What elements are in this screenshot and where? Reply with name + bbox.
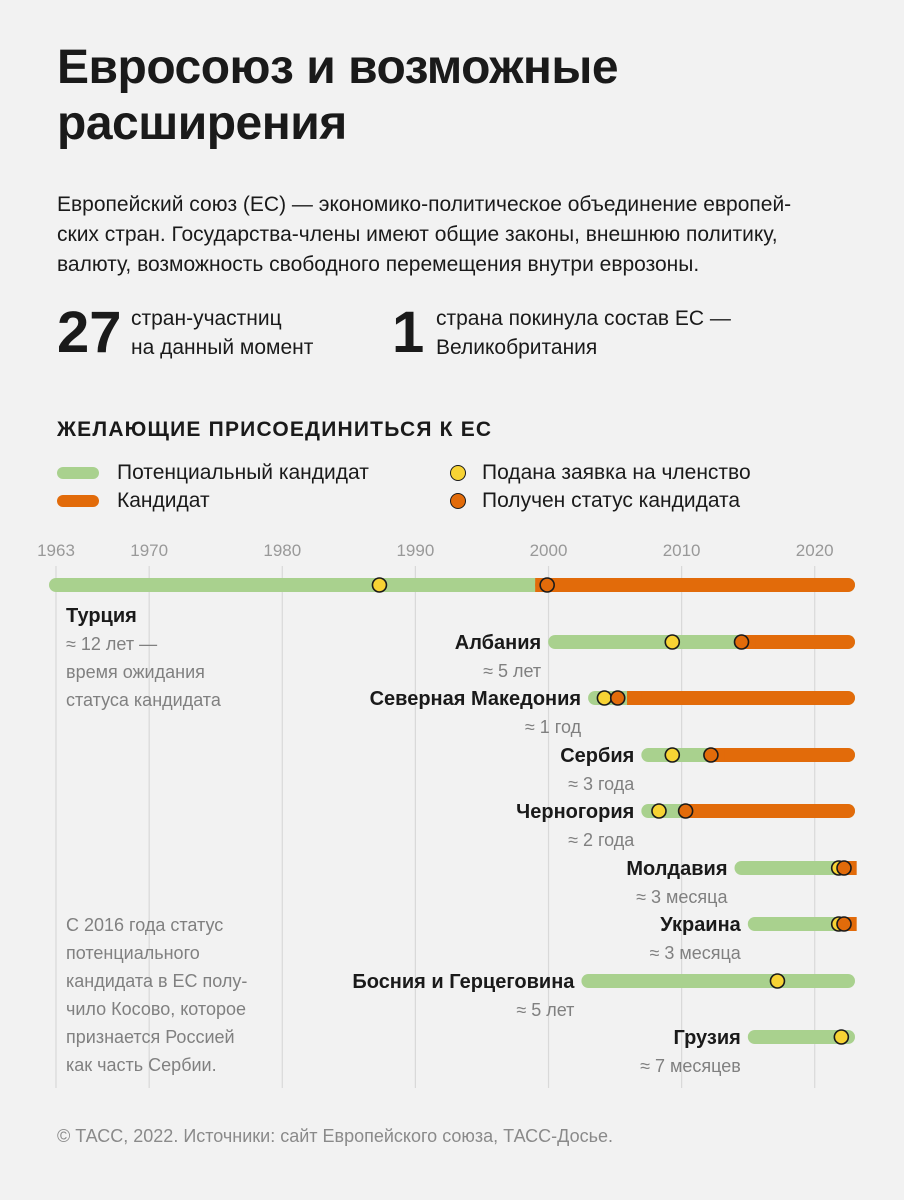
country-row: [748, 917, 857, 931]
candidate-bar: [742, 635, 855, 649]
kosovo-note-line: потенциального: [66, 943, 200, 963]
country-label: Украина: [660, 914, 741, 936]
x-tick-label: 1990: [396, 541, 435, 560]
legend-applied-dot: [450, 465, 466, 481]
country-label: Северная Македония: [369, 688, 582, 710]
country-label: Албания: [454, 632, 542, 654]
wait-label: ≈ 3 месяца: [649, 943, 741, 963]
candidate-bar: [627, 691, 855, 705]
legend-potential: [57, 459, 369, 487]
legend-applied: [450, 459, 751, 487]
status-marker: [540, 578, 554, 592]
status-marker: [704, 748, 718, 762]
wait-label: время ожидания: [66, 662, 205, 682]
intro-text: [57, 190, 847, 280]
status-marker: [611, 691, 625, 705]
wait-label: ≈ 2 года: [568, 830, 635, 850]
timeline-chart: [0, 530, 904, 1090]
kosovo-note-line: как часть Сербии.: [66, 1055, 217, 1075]
status-marker: [837, 861, 851, 875]
status-marker: [735, 635, 749, 649]
applied-marker: [652, 804, 666, 818]
country-row: [748, 1030, 855, 1044]
intro-line: валюту, возможность свободного перемещения внутри еврозоны.: [57, 253, 700, 276]
x-tick-label: 1963: [37, 541, 75, 560]
stat-number: 27: [57, 300, 122, 365]
candidate-bar: [711, 748, 855, 762]
status-marker: [837, 917, 851, 931]
country-row: [588, 691, 855, 705]
country-label: Сербия: [560, 745, 635, 767]
wait-label: ≈ 5 лет: [483, 661, 542, 681]
wait-label: статуса кандидата: [66, 690, 221, 710]
x-tick-label: 2010: [662, 541, 701, 560]
country-row: [641, 748, 855, 762]
country-row: [735, 861, 857, 875]
candidate-bar: [686, 804, 855, 818]
legend-label: Кандидат: [117, 489, 210, 512]
legend-candidate: [57, 487, 210, 515]
legend-label: Получен статус кандидата: [482, 489, 741, 512]
applied-marker: [372, 578, 386, 592]
country-row: [548, 635, 855, 649]
country-label: Босния и Герцеговина: [352, 971, 575, 993]
stat-label-line: страна покинула состав ЕС —: [436, 307, 731, 330]
wait-label: ≈ 7 месяцев: [640, 1056, 741, 1076]
applied-marker: [665, 748, 679, 762]
legend-candidate-swatch: [57, 495, 99, 507]
section-title: ЖЕЛАЮЩИЕ ПРИСОЕДИНИТЬСЯ К ЕС: [57, 418, 493, 441]
kosovo-note-line: кандидата в ЕС полу-: [66, 971, 248, 991]
country-label: Грузия: [673, 1027, 741, 1049]
candidate-bar: [535, 578, 855, 592]
stat-number: 1: [392, 300, 425, 365]
applied-marker: [834, 1030, 848, 1044]
applied-marker: [597, 691, 611, 705]
wait-label: ≈ 1 год: [524, 717, 582, 737]
legend-label: Потенциальный кандидат: [117, 461, 369, 484]
potential-bar: [581, 974, 855, 988]
wait-label: ≈ 3 года: [568, 774, 635, 794]
country-label: Турция: [66, 605, 137, 627]
legend-potential-swatch: [57, 467, 99, 479]
country-label: Молдавия: [626, 858, 728, 880]
stat-label-line: Великобритания: [436, 336, 598, 359]
kosovo-note-line: признается Россией: [66, 1027, 235, 1047]
stat-label: [131, 304, 313, 362]
candidate-bar-join: [627, 691, 641, 705]
legend-status-dot: [450, 493, 466, 509]
country-label: Черногория: [516, 801, 635, 823]
x-tick-label: 2000: [529, 541, 568, 560]
country-row: [581, 974, 855, 988]
kosovo-note-line: С 2016 года статус: [66, 915, 224, 935]
x-tick-label: 2020: [795, 541, 834, 560]
wait-label: ≈ 12 лет —: [66, 634, 158, 654]
page-title: Евросоюз и возможные расширения: [57, 41, 619, 150]
legend-status: [450, 487, 740, 515]
kosovo-note-line: чило Косово, которое: [66, 999, 247, 1019]
status-marker: [679, 804, 693, 818]
country-row: [49, 578, 855, 592]
footer-source: © ТАСС, 2022. Источники: сайт Европейского союза, ТАСС-Досье.: [57, 1126, 613, 1146]
applied-marker: [770, 974, 784, 988]
wait-label: ≈ 3 месяца: [636, 887, 728, 907]
intro-line: Европейский союз (ЕС) — экономико-политическое объединение европей-: [57, 193, 792, 216]
intro-line: ских стран. Государства-члены имеют общие законы, внешнюю политику,: [57, 223, 778, 246]
stat-label-line: на данный момент: [131, 336, 314, 359]
x-tick-label: 1980: [263, 541, 302, 560]
x-tick-label: 1970: [130, 541, 169, 560]
country-row: [641, 804, 855, 818]
wait-label: ≈ 5 лет: [516, 1000, 575, 1020]
stat-label-line: стран-участниц: [131, 307, 282, 330]
legend-label: Подана заявка на членство: [482, 461, 751, 484]
applied-marker: [665, 635, 679, 649]
stat-label: [436, 304, 731, 362]
